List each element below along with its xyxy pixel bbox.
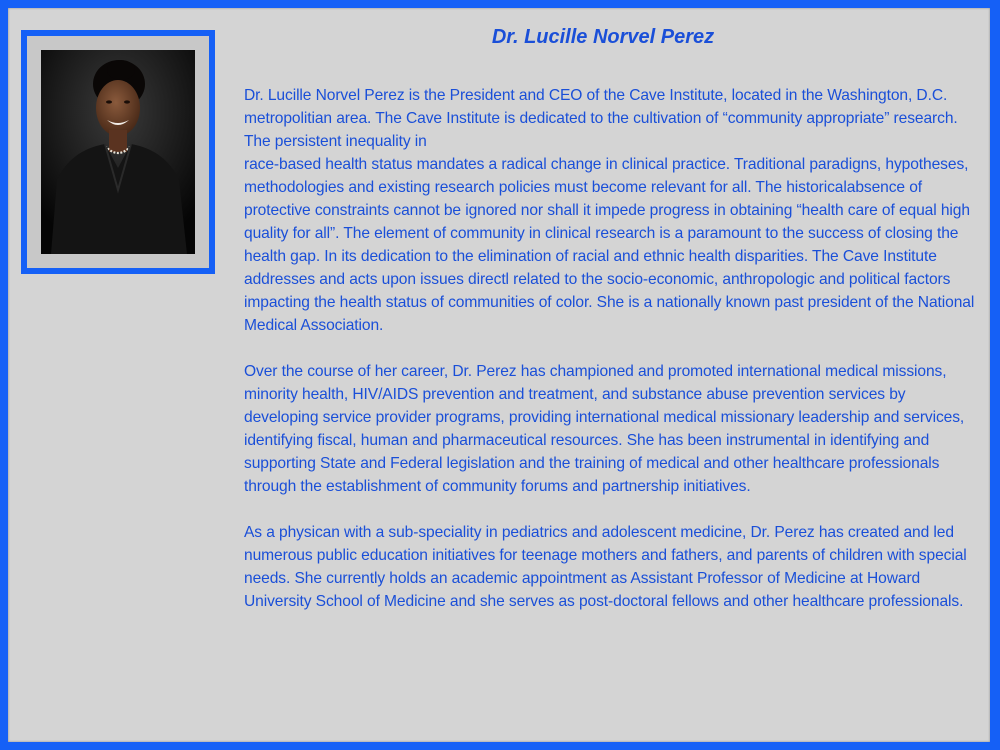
portrait-frame: [21, 30, 215, 274]
page-panel: [8, 8, 990, 742]
bio-paragraph-1: [244, 84, 984, 337]
bio-paragraph-1-line-1: Dr. Lucille Norvel Perez is the President and CEO of the Cave Institute, located in the Washington, D.C. metropolitian area. The Cave Institute is dedicated to the cultivation of “community appropriate” research. The persistent inequality in: [244, 87, 958, 150]
biography: [244, 84, 984, 636]
portrait-photo: [41, 50, 195, 254]
bio-paragraph-2: Over the course of her career, Dr. Perez has championed and promoted international medical missions, minority health, HIV/AIDS prevention and treatment, and substance abuse prevention services by developing service provider programs, providing international medical missionary leadership and services, identifying fiscal, human and pharmaceutical resources. She has been instrumental in identifying and supporting State and Federal legislation and the training of medical and other healthcare professionals through the establishment of community forums and partnership initiatives.: [244, 363, 965, 495]
page-title: Dr. Lucille Norvel Perez: [491, 26, 715, 48]
bio-paragraph-1-line-2: race-based health status mandates a radical change in clinical practice. Traditional paradigns, hypotheses, methodologies and existing research policies must become relevant for all. The historicalabsence of protective constraints cannot be ignored nor shall it impede progress in obtaining “health care of equal high quality for all”. The element of community in clinical research is a paramount to the success of closing the health gap. In its dedication to the elimination of racial and ethnic health disparities. The Cave Institute addresses and acts upon issues directl related to the socio-economic, anthropologic and political factors impacting the health status of communities of color. She is a nationally known past president of the National Medical Association.: [244, 156, 975, 334]
bio-paragraph-3: As a physican with a sub-speciality in pediatrics and adolescent medicine, Dr. Perez has created and led numerous public education initiatives for teenage mothers and fathers, and parents of children with special needs. She currently holds an academic appointment as Assistant Professor of Medicine at Howard University School of Medicine and she serves as post-doctoral fellows and other healthcare professionals.: [244, 524, 967, 610]
